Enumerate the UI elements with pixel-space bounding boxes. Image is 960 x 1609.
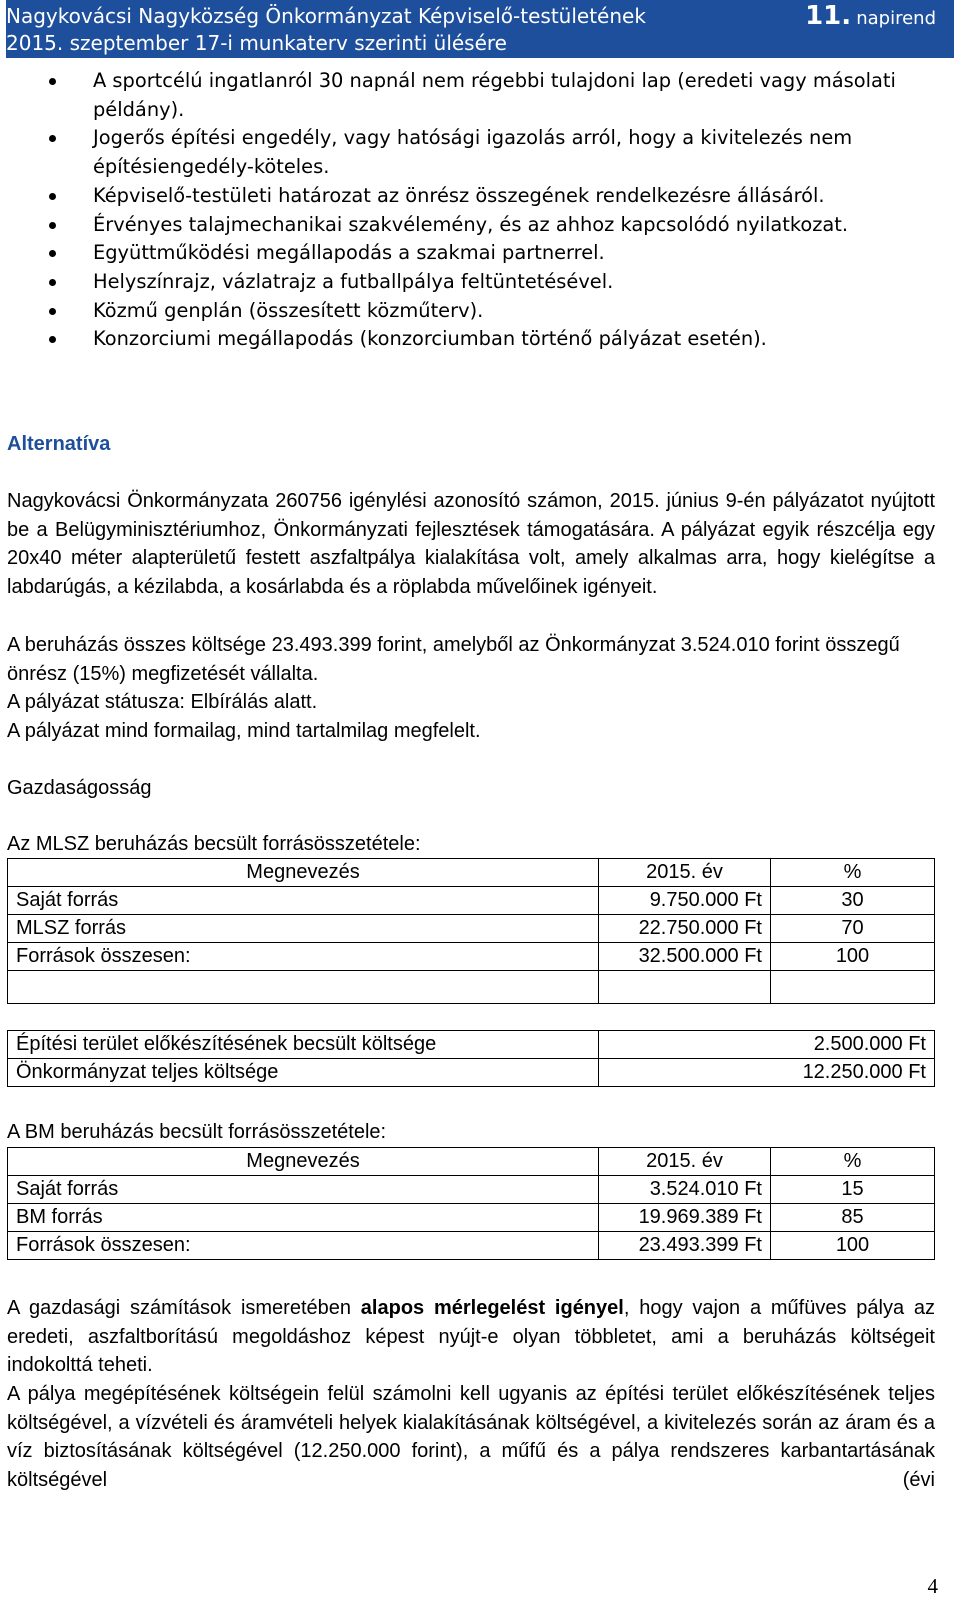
- conclusion-paragraph-1: A gazdasági számítások ismeretében alapos mérlegelést igényel, hogy vajon a műfüves pálya az eredeti, aszfaltborítású megoldáshoz képest nyújt-e olyan többletet, ami a beruházás költségeit indokolttá teheti.: [7, 1297, 935, 1377]
- table-row: [8, 943, 935, 971]
- table-cell: 19.969.389 Ft: [599, 1204, 771, 1232]
- table-row: [8, 1204, 935, 1232]
- table-cell: Források összesen:: [8, 1232, 599, 1260]
- section-heading-alternativa: Alternatíva: [7, 433, 111, 455]
- bullet-icon: [49, 78, 56, 85]
- table-row: [8, 1059, 935, 1087]
- table-cell: Források összesen:: [8, 943, 599, 971]
- table-cell: BM forrás: [8, 1204, 599, 1232]
- table-header-row: [8, 859, 935, 887]
- agenda-item-number: 11.: [805, 1, 852, 31]
- table-row: [8, 1176, 935, 1204]
- table-header-cell: %: [771, 859, 935, 887]
- table-cell: 100: [771, 943, 935, 971]
- table-cell: 3.524.010 Ft: [599, 1176, 771, 1204]
- page-header: [6, 0, 954, 58]
- table-cell: 15: [771, 1176, 935, 1204]
- table-header-cell: 2015. év: [599, 1148, 771, 1176]
- table-cell: 85: [771, 1204, 935, 1232]
- section-heading-gazdasagossag: Gazdaságosság: [7, 777, 152, 799]
- table-cell: Önkormányzat teljes költsége: [8, 1059, 599, 1087]
- bullet-icon: [49, 336, 56, 343]
- list-item: Képviselő-testületi határozat az önrész összegének rendelkezésre állásáról.: [7, 182, 935, 211]
- table-row: [8, 887, 935, 915]
- table-cell: Saját forrás: [8, 887, 599, 915]
- table-cell: 22.750.000 Ft: [599, 915, 771, 943]
- bm-funding-table: [7, 1147, 935, 1260]
- alternativa-intro: Nagykovácsi Önkormányzata 260756 igénylési azonosító számon, 2015. június 9-én pályázatot nyújtott be a Belügyminisztériumhoz, Önkormányzati fejlesztések támogatására. A pályázat egyik részcélja egy 20x40 méter alapterületű festett aszfaltpálya kialakítása volt, amely alkalmas arra, hogy kielégítse a labdarúgás, a kézilabda, a kosárlabda és a röplabda művelőinek igényeit.: [7, 490, 935, 599]
- bullet-icon: [49, 222, 56, 229]
- table-header-cell: 2015. év: [599, 859, 771, 887]
- header-title: Nagykovácsi Nagyközség Önkormányzat Képviselő-testületének: [6, 4, 646, 28]
- mlsz-funding-table: [7, 858, 935, 1004]
- table-cell: Saját forrás: [8, 1176, 599, 1204]
- table-row-empty: [8, 971, 935, 1004]
- list-item: Együttműködési megállapodás a szakmai partnerrel.: [7, 239, 935, 268]
- list-item: Közmű genplán (összesített közműterv).: [7, 297, 935, 326]
- agenda-item: [805, 1, 936, 31]
- table-row: [8, 1232, 935, 1260]
- table-cell: 12.250.000 Ft: [599, 1059, 935, 1087]
- list-item: Érvényes talajmechanikai szakvélemény, és az ahhoz kapcsolódó nyilatkozat.: [7, 211, 935, 240]
- mlsz-table-title: Az MLSZ beruházás becsült forrásösszetétele:: [7, 833, 421, 855]
- alternativa-cost: A beruházás összes költsége 23.493.399 forint, amelyből az Önkormányzat 3.524.010 forint összegű önrész (15%) megfizetését vállalta.: [7, 634, 900, 685]
- cost-table: [7, 1030, 935, 1087]
- table-cell: 9.750.000 Ft: [599, 887, 771, 915]
- table-cell: 23.493.399 Ft: [599, 1232, 771, 1260]
- list-item: A sportcélú ingatlanról 30 napnál nem régebbi tulajdoni lap (eredeti vagy másolati példány).: [7, 67, 935, 124]
- table-header-row: [8, 1148, 935, 1176]
- bullet-icon: [49, 135, 56, 142]
- agenda-item-label: napirend: [856, 8, 936, 29]
- table-cell: 100: [771, 1232, 935, 1260]
- bm-table-title: A BM beruházás becsült forrásösszetétele:: [7, 1121, 387, 1143]
- table-cell: MLSZ forrás: [8, 915, 599, 943]
- table-header-cell: Megnevezés: [8, 1148, 599, 1176]
- header-subtitle: 2015. szeptember 17-i munkaterv szerinti ülésére: [6, 31, 507, 55]
- bullet-icon: [49, 250, 56, 257]
- conclusion-paragraph-2: A pálya megépítésének költségein felül számolni kell ugyanis az építési terület előkészítésének teljes költségével, a vízvételi és áramvételi helyek kialakításának költségével, a kivitelezés során az áram és a víz biztosításának költségével (12.250.000 forint), a műfű és a pálya rendszeres karbantartásának költségével (évi: [7, 1383, 935, 1492]
- table-header-cell: %: [771, 1148, 935, 1176]
- bullet-icon: [49, 308, 56, 315]
- table-cell: 2.500.000 Ft: [599, 1031, 935, 1059]
- list-item: Jogerős építési engedély, vagy hatósági igazolás arról, hogy a kivitelezés nem építésiengedély-köteles.: [7, 124, 935, 181]
- bullet-icon: [49, 193, 56, 200]
- table-cell: 70: [771, 915, 935, 943]
- list-item: Konzorciumi megállapodás (konzorciumban történő pályázat esetén).: [7, 325, 935, 354]
- table-cell: 32.500.000 Ft: [599, 943, 771, 971]
- emphasis-text: alapos mérlegelést igényel: [360, 1297, 624, 1319]
- list-item: Helyszínrajz, vázlatrajz a futballpálya feltüntetésével.: [7, 268, 935, 297]
- table-cell: 30: [771, 887, 935, 915]
- alternativa-conform: A pályázat mind formailag, mind tartalmilag megfelelt.: [7, 720, 481, 742]
- table-row: [8, 915, 935, 943]
- page-number: 4: [927, 1574, 938, 1598]
- bullet-icon: [49, 279, 56, 286]
- alternativa-status: A pályázat státusza: Elbírálás alatt.: [7, 691, 318, 713]
- table-row: [8, 1031, 935, 1059]
- table-cell: Építési terület előkészítésének becsült költsége: [8, 1031, 599, 1059]
- requirements-list: [7, 67, 935, 354]
- table-header-cell: Megnevezés: [8, 859, 599, 887]
